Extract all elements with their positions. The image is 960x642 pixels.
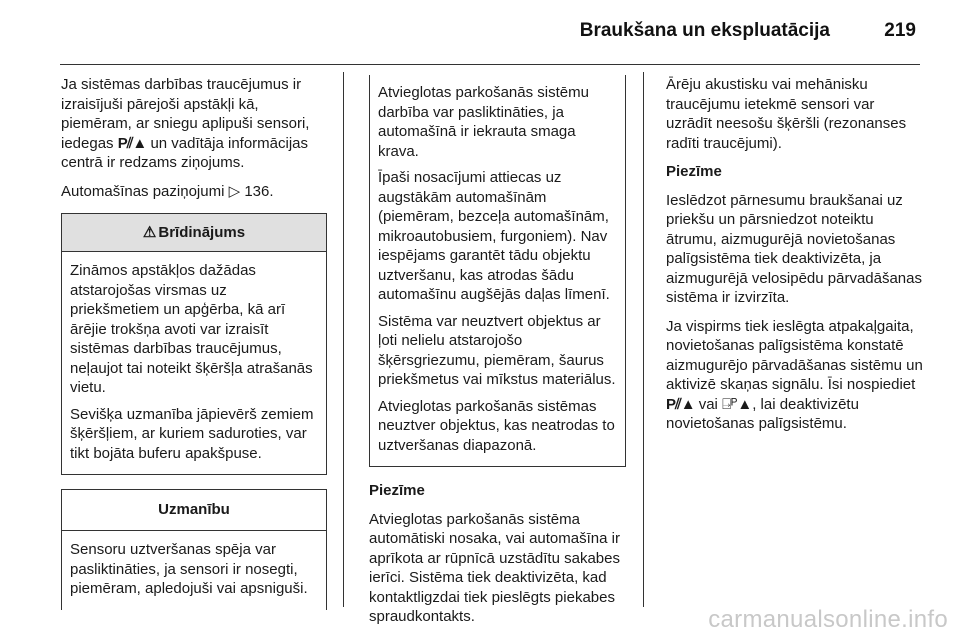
column-divider-right (643, 72, 644, 607)
warning-box (61, 213, 327, 475)
caution-continued-paragraph-3: Sistēma var neuztvert objektus ar ļoti nelielu atstarojošo šķērsgriezumu, piemēram, šaurus priekšmetus vai mīkstus materiālus. (378, 312, 616, 388)
caution-paragraph: Sensoru uztveršanas spēja var pasliktināties, ja sensori ir nosegti, piemēram, apledojuši vai apsniguši. (70, 541, 308, 597)
page-reference-icon: ▷ (228, 182, 241, 200)
warning-body (62, 252, 326, 474)
parking-assist-icon: P⫽▲ (117, 134, 147, 152)
note-body-trailer: Atvieglotas parkošanās sistēma automātiski nosaka, vai automašīna ir aprīkota ar rūpnīcā uzstādītu sakabes ierīci. Sistēma tiek deaktivizēta, kad kontaktligzdai tiek pieslēgts piekabes spraudkontakts. (369, 510, 620, 625)
paragraph-deactivate: Ja vispirms tiek ieslēgta atpakaļgaita, novietošanas palīgsistēma konstatē aizmugurējo pārvadāšanas sistēmu un aktivizē skaņas signālu. Īsi nospiediet P⫽▲ vai ⍈ᴾ▲, lai deaktivizētu novietošanas palīgsistēmu. (666, 317, 923, 432)
caution-continued-body (370, 75, 625, 466)
caution-title: Uzmanību (158, 501, 230, 519)
warning-header (62, 214, 326, 252)
header-title: Braukšana un ekspluatācija (579, 20, 830, 41)
caution-continued-box (369, 75, 626, 467)
column-divider-left (343, 72, 344, 607)
caution-box (61, 489, 327, 610)
caution-body (62, 531, 326, 610)
paragraph-vehicle-messages: Automašīnas paziņojumi ▷ 136. (61, 182, 274, 200)
caution-continued-paragraph-2: Īpaši nosacījumi attiecas uz augstākām automašīnām (piemēram, bezceļa automašīnām, mikroautobusiem, furgoniem). Nav iespējams garantēt tādu objektu uztveršanu, kas atrodas šādu automašīnu augšējās daļas līmenī. (378, 169, 610, 303)
column-3 (666, 75, 924, 443)
paragraph-acoustic-interference: Ārēju akustisku vai mehānisku traucējumu ietekmē sensori var uzrādīt neesošu šķēršli (rezonanses radīti traucējumi). (666, 76, 907, 152)
caution-header (62, 490, 326, 531)
note-heading: Piezīme (666, 163, 722, 180)
rear-parking-assist-icon: ⍈ᴾ▲ (722, 395, 753, 413)
watermark: carmanualsonline.info (708, 606, 948, 633)
parking-assist-icon: P⫽▲ (666, 395, 695, 413)
page-reference-link[interactable]: 136. (244, 182, 274, 200)
warning-title: Brīdinājums (158, 223, 246, 241)
caution-continued-paragraph-4: Atvieglotas parkošanās sistēmas neuztver objektus, kas neatrodas to uztveršanas diapazonā. (378, 397, 615, 454)
paragraph-sensor-fault: Ja sistēmas darbības traucējumus ir izraisījuši pārejoši apstākļi kā, piemēram, ar sniegu aplipuši sensori, iedegas P⫽▲ un vadītāja informācijas centrā ir redzams ziņojums. (61, 76, 310, 171)
note-heading: Piezīme (369, 482, 425, 499)
warning-paragraph-2: Sevišķa uzmanība jāpievērš zemiem šķēršļiem, ar kuriem saduroties, var tikt bojāta buferu apakšpuse. (70, 405, 314, 462)
column-2 (369, 75, 626, 636)
warning-triangle-icon: ⚠ (142, 223, 157, 241)
header-divider (60, 64, 920, 65)
page-number: 219 (884, 20, 916, 41)
note-body-bike-carrier: Ieslēdzot pārnesumu braukšanai uz priekšu un pārsniedzot noteiktu ātrumu, aizmugurējā novietošanas palīgsistēma tiek deaktivizēta, ja aizmugurējā velosipēdu pārvadāšanas sistēma ir izvirzīta. (666, 191, 922, 306)
warning-paragraph-1: Zināmos apstākļos dažādas atstarojošas virsmas uz priekšmetiem un apģērba, kā arī ārējie trokšņa avoti var izraisīt sistēmas darbības traucējumus, neļaujot tai noteikt šķēršļa atrašanās vietu. (70, 262, 313, 396)
caution-continued-paragraph-1: Atvieglotas parkošanās sistēmu darbība var pasliktināties, ja automašīnā ir iekrauta smaga krava. (378, 84, 589, 160)
column-1 (61, 75, 327, 622)
